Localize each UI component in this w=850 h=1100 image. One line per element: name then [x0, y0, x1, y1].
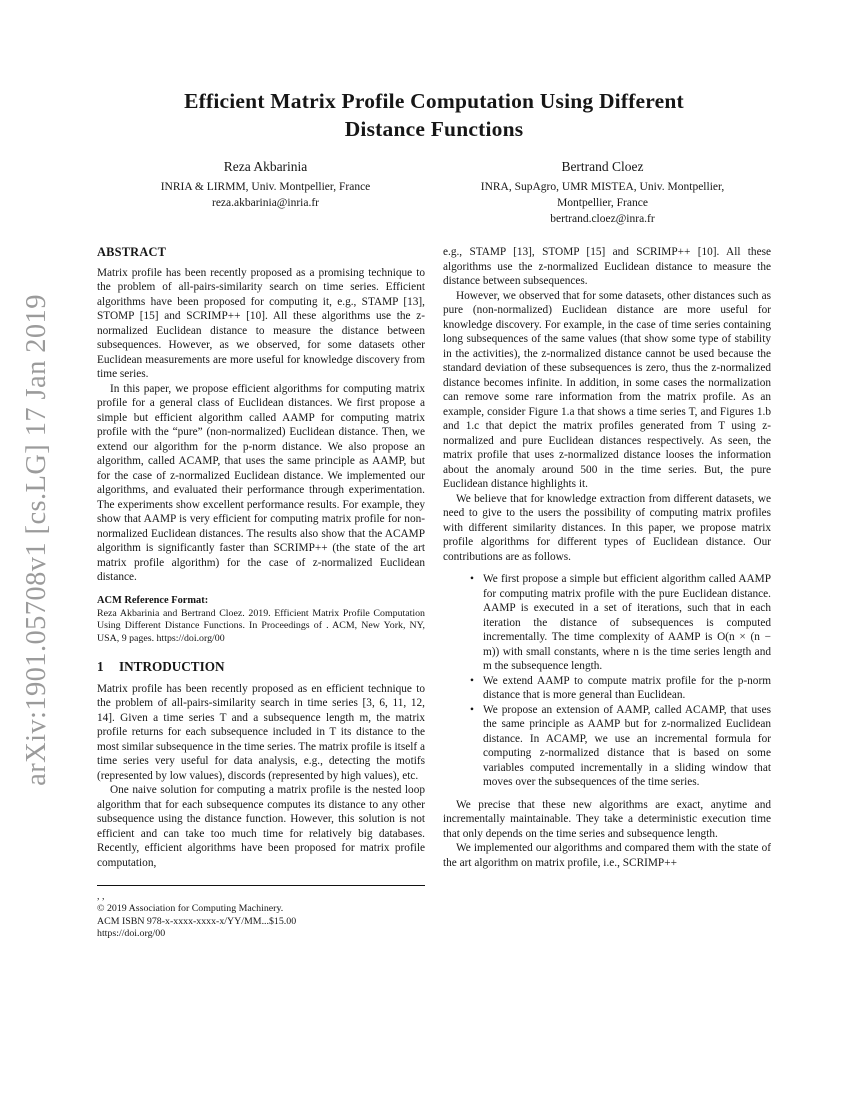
footnote-block [97, 885, 425, 941]
author-affiliation: INRIA & LIRMM, Univ. Montpellier, France [160, 181, 371, 194]
acm-reference-heading: ACM Reference Format: [97, 594, 209, 606]
author-name: Bertrand Cloez [561, 159, 644, 175]
right-paragraph-3: We believe that for knowledge extraction from different datasets, we need to give to the users the possibility of computing matrix profiles with different similarity distances. In this paper, we propose matrix profile algorithms for different types of Euclidean distance. Our contributions are as follows. [443, 492, 771, 563]
right-paragraph-4: We precise that these new algorithms are exact, anytime and incrementally maintainable. They take a deterministic execution time that only depends on the time series and subsequence length. [443, 798, 771, 840]
left-column [97, 245, 425, 940]
intro-paragraph-2: One naive solution for computing a matrix profile is the nested loop algorithm that for each subsequence computes its distance to any other subsequence using the distance function. However, this solution is not efficient and can take too much time for relatively big databases. Recently, efficient algorithms have been proposed for matrix profile computation, [97, 784, 425, 869]
copyright-line: © 2019 Association for Computing Machinery. [97, 903, 284, 915]
acm-reference-block [97, 595, 425, 645]
contribution-bullet-2: • We extend AAMP to compute matrix profile for the p-norm distance that is more general than Euclidean. [443, 674, 771, 703]
author-affiliation: Montpellier, France [557, 197, 648, 210]
abstract-heading: ABSTRACT [97, 245, 167, 260]
author-section [97, 159, 771, 227]
contribution-bullet-3: • We propose an extension of AAMP, called ACAMP, that uses the same principle as AAMP but for z-normalized Euclidean distance. In ACAMP, we use an incremental formula for computing z-normalized distance that is based on some variables computed incrementally in a sliding window that moves over the subsequences of the time series. [443, 703, 771, 790]
arxiv-watermark: arXiv:1901.05708v1 [cs.LG] 17 Jan 2019 [21, 294, 52, 786]
paper-title-line2: Distance Functions [344, 116, 524, 141]
intro-paragraph-1: Matrix profile has been recently proposed as en efficient technique to the problem of all-pairs-similarity search in time series [3, 6, 11, 12, 14]. Given a time series T and a subsequence length m, the matrix profile returns for each subsequence included in T its distance to the most similar subsequence in the time series. The matrix profile is itself a time series very useful for data analysis, e.g., detecting the motifs (represented by low values), discords (represented by high values), etc. [97, 682, 425, 782]
right-paragraph-2: However, we observed that for some datasets, other distances such as pure (non-normalized) Euclidean distance are more useful for knowledge discovery. For example, in the case of time series containing long subsequences of the same values (that show some type of stability in the activities), the z-normalized distance cannot be used because the standard deviation of these subsequences is zero, thus the z-normalized distance becomes infinite. In addition, in some cases the normalization can remove some rare information from the matrix profile. As an example, consider Figure 1.a that shows a time series T, and Figures 1.b and 1.c that depict the matrix profiles generated from T using z-normalized and pure Euclidean distances respectively. As seen, the matrix profile that uses z-normalized distance looses the information about the anomaly around 500 in the time series. But, the pure Euclidean distance highlights it. [443, 289, 771, 491]
contribution-bullet-1: • We first propose a simple but efficient algorithm called AAMP for computing matrix profile with the pure Euclidean distance. AAMP is executed in a set of iterations, such that in each iteration the distance of subsequences is computed incrementally. The time complexity of AAMP is O(n × (n − m)) with small constants, where n is the time series length and m the subsequence length. [443, 572, 771, 674]
paper-content [97, 88, 771, 941]
right-paragraph-5: We implemented our algorithms and compared them with the state of the art algorithm on matrix profile, i.e., SCRIMP++ [443, 842, 771, 869]
acm-reference-text: Reza Akbarinia and Bertrand Cloez. 2019. Efficient Matrix Profile Computation Using Different Distance Functions. In Proceedings of . ACM, New York, NY, USA, 9 pages. https://doi.org/00 [97, 608, 425, 644]
abstract-paragraph-1: Matrix profile has been recently proposed as a promising technique to the problem of all-pairs-similarity search on time series. Efficient algorithms have been proposed for computing it, e.g., STAMP [13], STOMP [15] and SCRIMP++ [10]. All these algorithms use the z-normalized Euclidean distance to measure the distance between subsequences. However, as we observed, for some datasets other Euclidean measurements are more useful for knowledge discovery from time series. [97, 266, 425, 381]
doi-line: https://doi.org/00 [97, 928, 166, 940]
right-column [443, 245, 771, 940]
paper-title [97, 88, 771, 143]
author-block-cloez [434, 159, 771, 227]
author-name: Reza Akbarinia [223, 159, 308, 175]
isbn-line: ACM ISBN 978-x-xxxx-xxxx-x/YY/MM...$15.00 [97, 915, 297, 927]
author-block-akbarinia [97, 159, 434, 227]
body-columns [97, 245, 771, 940]
abstract-paragraph-2: In this paper, we propose efficient algorithms for computing matrix profile for a general class of Euclidean distances. We first propose a simple but efficient algorithm called AAMP for computing matrix profile with the “pure” (non-normalized) Euclidean distance. Then, we extend our algorithm for the p-norm distance. We also propose an algorithm, called ACAMP, that uses the same principle as AAMP, but for the case of z-normalized Euclidean distance. We implemented our algorithms, and evaluated their performance through experimentation. The experiments show excellent performance results. For example, they show that AAMP is very efficient for computing matrix profile for non-normalized Euclidean distances. The results also show that the ACAMP algorithm is significantly faster than SCRIMP++ (the state of the art matrix profile algorithm) for the case of z-normalized Euclidean distance. [97, 382, 425, 584]
section-number: 1 [97, 659, 104, 674]
paper-title-line1: Efficient Matrix Profile Computation Using Different [184, 89, 684, 113]
contribution-list [443, 572, 771, 790]
introduction-heading [97, 660, 425, 675]
author-email: bertrand.cloez@inra.fr [550, 213, 655, 226]
section-title: INTRODUCTION [119, 659, 225, 674]
right-paragraph-1: e.g., STAMP [13], STOMP [15] and SCRIMP++ [10]. All these algorithms use the z-normalized Euclidean distance to measure the distance between subsequences. [443, 246, 771, 288]
author-email: reza.akbarinia@inria.fr [212, 197, 319, 210]
author-affiliation: INRA, SupAgro, UMR MISTEA, Univ. Montpellier, [480, 181, 725, 194]
footnote-marker: , , [97, 891, 105, 902]
